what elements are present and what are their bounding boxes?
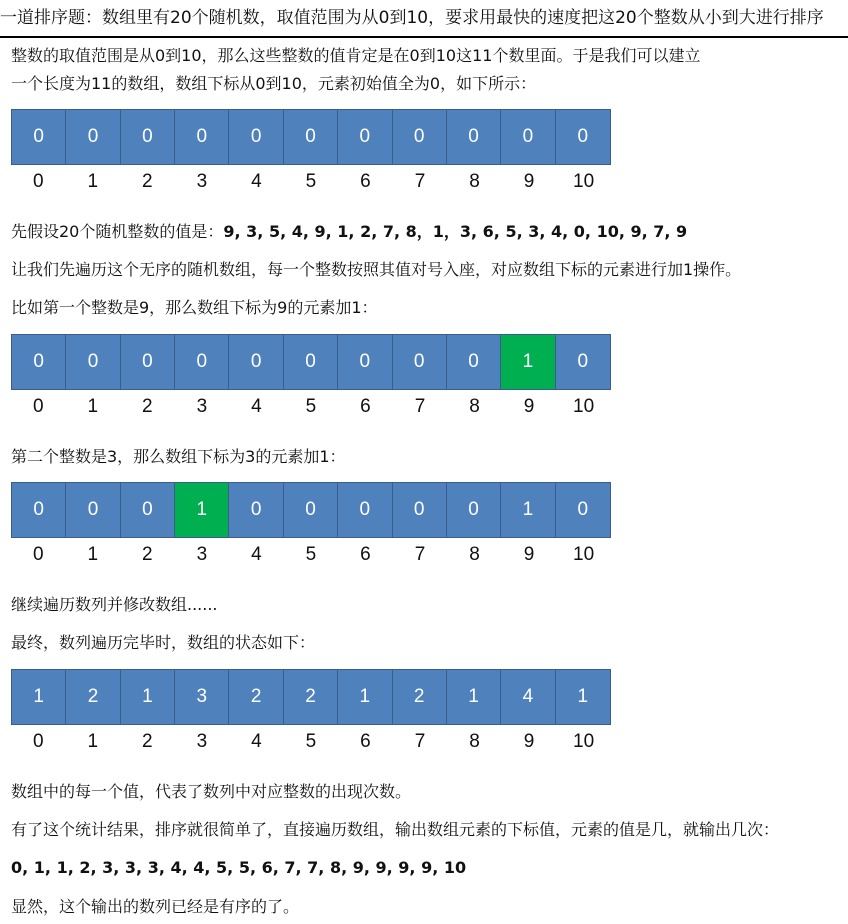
intro-line-2: 一个长度为11的数组，数组下标从0到10，元素初始值全为0，如下所示： bbox=[11, 74, 537, 93]
array-cell: 0 bbox=[121, 335, 175, 389]
array-cell: 0 bbox=[447, 483, 501, 537]
array-index-label: 3 bbox=[196, 171, 208, 192]
array-index-label: 10 bbox=[573, 396, 595, 417]
array-cell: 0 bbox=[556, 335, 610, 389]
random-values: 9, 3, 5, 4, 9, 1, 2, 7, 8，1，3, 6, 5, 3, 4, 0, 10, 9, 7, 9 bbox=[223, 222, 688, 241]
intro-line-1: 整数的取值范围是从0到10，那么这些整数的值肯定是在0到10这11个数里面。于是我们可以建立 bbox=[11, 46, 701, 65]
array-cell: 1 bbox=[556, 670, 610, 724]
array-index-label: 10 bbox=[573, 171, 595, 192]
array-index-label: 10 bbox=[573, 731, 595, 752]
array-cell: 0 bbox=[66, 335, 120, 389]
array-index-label: 4 bbox=[251, 731, 262, 752]
array-cell: 0 bbox=[393, 483, 447, 537]
array-index-label: 5 bbox=[305, 731, 317, 752]
array-cell: 0 bbox=[284, 110, 338, 164]
continue-description: 继续遍历数列并修改数组...... bbox=[11, 595, 218, 614]
assumption-line bbox=[11, 221, 687, 243]
array-index-label: 7 bbox=[414, 731, 426, 752]
array-cell: 1 bbox=[447, 670, 501, 724]
array-index-label: 6 bbox=[360, 396, 371, 417]
array-cell: 0 bbox=[121, 110, 175, 164]
array-index-label: 8 bbox=[469, 171, 480, 192]
array-cell: 1 bbox=[501, 483, 555, 537]
array-index-label: 9 bbox=[523, 171, 535, 192]
array-step2-indices bbox=[11, 542, 611, 568]
array-cell: 2 bbox=[66, 670, 120, 724]
array-final bbox=[11, 669, 611, 725]
array-cell: 0 bbox=[556, 110, 610, 164]
array-index-label: 2 bbox=[142, 171, 153, 192]
array-cell: 0 bbox=[229, 483, 283, 537]
array-index-label: 0 bbox=[32, 731, 44, 752]
array-index-label: 3 bbox=[196, 544, 208, 565]
array-cell: 2 bbox=[229, 670, 283, 724]
meaning-description: 数组中的每一个值，代表了数列中对应整数的出现次数。 bbox=[11, 782, 412, 801]
array-cell: 1 bbox=[12, 670, 66, 724]
step1-description: 比如第一个整数是9，那么数组下标为9的元素加1： bbox=[11, 298, 378, 317]
array-index-label: 4 bbox=[251, 544, 262, 565]
array-index-label: 5 bbox=[305, 171, 317, 192]
array-index-label: 1 bbox=[87, 396, 99, 417]
array-cell: 0 bbox=[121, 483, 175, 537]
array-cell: 0 bbox=[284, 335, 338, 389]
array-cell: 0 bbox=[338, 483, 392, 537]
array-cell: 0 bbox=[229, 110, 283, 164]
array-cell: 0 bbox=[12, 483, 66, 537]
array-index-label: 8 bbox=[469, 731, 480, 752]
array-cell: 0 bbox=[66, 110, 120, 164]
array-index-label: 2 bbox=[142, 731, 153, 752]
array-index-label: 5 bbox=[305, 396, 317, 417]
page-title: 一道排序题：数组里有20个随机数，取值范围为从0到10，要求用最快的速度把这20个整数从小到大进行排序 bbox=[0, 8, 824, 28]
array-index-label: 8 bbox=[469, 396, 480, 417]
final-description: 最终，数列遍历完毕时，数组的状态如下： bbox=[11, 633, 316, 652]
array-index-label: 7 bbox=[414, 396, 426, 417]
array-index-label: 6 bbox=[360, 731, 371, 752]
array-index-label: 6 bbox=[360, 544, 371, 565]
array-cell: 0 bbox=[338, 110, 392, 164]
title-divider bbox=[0, 36, 848, 38]
step2-description: 第二个整数是3，那么数组下标为3的元素加1： bbox=[11, 447, 346, 466]
traverse-description: 让我们先遍历这个无序的随机数组，每一个整数按照其值对号入座，对应数组下标的元素进行加1操作。 bbox=[11, 260, 742, 279]
array-cell: 0 bbox=[229, 335, 283, 389]
array-index-label: 5 bbox=[305, 544, 317, 565]
array-step1 bbox=[11, 334, 611, 390]
array-cell: 4 bbox=[501, 670, 555, 724]
array-index-label: 9 bbox=[523, 396, 535, 417]
assumption-prefix: 先假设20个随机整数的值是： bbox=[11, 222, 224, 241]
array-cell: 1 bbox=[121, 670, 175, 724]
array-index-label: 10 bbox=[573, 544, 595, 565]
sorted-output: 0, 1, 1, 2, 3, 3, 3, 4, 4, 5, 5, 6, 7, 7, 8, 9, 9, 9, 9, 10 bbox=[11, 858, 467, 877]
array-cell: 0 bbox=[447, 335, 501, 389]
array-cell: 0 bbox=[284, 483, 338, 537]
array-index-label: 8 bbox=[469, 544, 480, 565]
array-index-label: 6 bbox=[360, 171, 371, 192]
array-cell: 0 bbox=[12, 335, 66, 389]
array-cell: 0 bbox=[175, 335, 229, 389]
array-cell: 0 bbox=[66, 483, 120, 537]
array-index-label: 3 bbox=[196, 396, 208, 417]
array-cell: 2 bbox=[393, 670, 447, 724]
array-step2 bbox=[11, 482, 611, 538]
array-index-label: 1 bbox=[87, 171, 99, 192]
array-initial bbox=[11, 109, 611, 165]
array-cell: 0 bbox=[393, 335, 447, 389]
array-index-label: 4 bbox=[251, 396, 262, 417]
array-cell: 0 bbox=[338, 335, 392, 389]
array-cell: 1 bbox=[338, 670, 392, 724]
array-index-label: 1 bbox=[87, 731, 99, 752]
array-index-label: 7 bbox=[414, 544, 426, 565]
array-cell: 0 bbox=[393, 110, 447, 164]
array-index-label: 9 bbox=[523, 544, 535, 565]
array-index-label: 1 bbox=[87, 544, 99, 565]
array-index-label: 7 bbox=[414, 171, 426, 192]
array-cell: 2 bbox=[284, 670, 338, 724]
array-cell: 0 bbox=[501, 110, 555, 164]
array-index-label: 0 bbox=[32, 544, 44, 565]
array-index-label: 0 bbox=[32, 171, 44, 192]
array-cell: 1 bbox=[175, 483, 229, 537]
array-index-label: 2 bbox=[142, 544, 153, 565]
array-index-label: 0 bbox=[32, 396, 44, 417]
array-cell: 0 bbox=[175, 110, 229, 164]
array-index-label: 4 bbox=[251, 171, 262, 192]
conclusion: 显然，这个输出的数列已经是有序的了。 bbox=[11, 897, 300, 916]
array-cell: 1 bbox=[501, 335, 555, 389]
array-step1-indices bbox=[11, 394, 611, 420]
array-index-label: 2 bbox=[142, 396, 153, 417]
array-cell: 3 bbox=[175, 670, 229, 724]
result-description: 有了这个统计结果，排序就很简单了，直接遍历数组，输出数组元素的下标值，元素的值是几，就输出几次： bbox=[11, 820, 780, 839]
array-cell: 0 bbox=[12, 110, 66, 164]
array-index-label: 3 bbox=[196, 731, 208, 752]
array-cell: 0 bbox=[556, 483, 610, 537]
array-initial-indices bbox=[11, 169, 611, 195]
array-final-indices bbox=[11, 729, 611, 755]
array-cell: 0 bbox=[447, 110, 501, 164]
array-index-label: 9 bbox=[523, 731, 535, 752]
